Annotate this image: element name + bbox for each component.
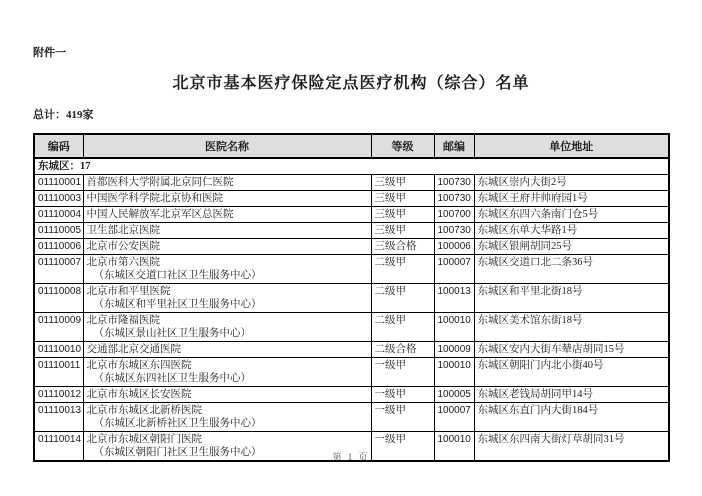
page-title: 北京市基本医疗保险定点医疗机构（综合）名单: [172, 75, 530, 92]
col-header-code: 编码: [34, 134, 83, 158]
cell-grade: 一级甲: [371, 358, 434, 387]
cell-grade: 三级甲: [371, 191, 434, 207]
table-row: [34, 284, 669, 313]
cell-address: 东城区东四南大街灯草胡同31号: [474, 432, 669, 462]
cell-code: 01110007: [34, 255, 83, 284]
hospital-name-text: 北京市东城区长安医院: [86, 389, 192, 400]
table-row: [34, 403, 669, 432]
cell-postcode: 100013: [434, 284, 474, 313]
region-row: [34, 158, 669, 175]
cell-postcode: 100010: [434, 313, 474, 342]
cell-code: 01110003: [34, 191, 83, 207]
cell-grade: 三级甲: [371, 175, 434, 191]
cell-postcode: 100730: [434, 223, 474, 239]
table-row: [34, 255, 669, 284]
col-header-address: 单位地址: [474, 134, 669, 158]
cell-hospital-name: [83, 239, 371, 255]
table-row: [34, 175, 669, 191]
cell-code: 01110013: [34, 403, 83, 432]
cell-code: 01110004: [34, 207, 83, 223]
cell-hospital-name: [83, 207, 371, 223]
hospital-name-text: 北京市第六医院: [86, 257, 160, 268]
cell-postcode: 100730: [434, 175, 474, 191]
region-label: 东城区：17: [34, 158, 669, 175]
cell-address: 东城区王府井帅府园1号: [474, 191, 669, 207]
cell-code: 01110005: [34, 223, 83, 239]
cell-hospital-name: [83, 358, 371, 387]
cell-code: 01110010: [34, 342, 83, 358]
cell-grade: 三级甲: [371, 223, 434, 239]
cell-hospital-name: [83, 191, 371, 207]
hospital-name-text: 中国医学科学院北京协和医院: [86, 193, 223, 204]
cell-code: 01110012: [34, 387, 83, 403]
hospital-name-text: 北京市和平里医院: [86, 286, 171, 297]
hospital-name-text: 北京市公安医院: [86, 241, 160, 252]
hospital-subname-text: （东城区北新桥社区卫生服务中心）: [93, 418, 262, 429]
cell-hospital-name: [83, 403, 371, 432]
cell-address: 东城区交道口北二条36号: [474, 255, 669, 284]
cell-grade: 一级甲: [371, 403, 434, 432]
hospital-name-text: 交通部北京交通医院: [86, 344, 181, 355]
cell-address: 东城区安内大街车辇店胡同15号: [474, 342, 669, 358]
hospital-name-text: 北京市东城区东四医院: [86, 360, 192, 371]
table-header-row: [34, 134, 669, 158]
cell-code: 01110008: [34, 284, 83, 313]
cell-postcode: 100010: [434, 432, 474, 462]
cell-grade: 二级甲: [371, 255, 434, 284]
table-row: [34, 387, 669, 403]
cell-address: 东城区和平里北街18号: [474, 284, 669, 313]
cell-code: 01110001: [34, 175, 83, 191]
hospital-name-text: 卫生部北京医院: [86, 225, 160, 236]
hospital-subname-text: （东城区交道口社区卫生服务中心）: [93, 270, 262, 281]
cell-postcode: 100730: [434, 191, 474, 207]
cell-address: 东城区东四六条南门仓5号: [474, 207, 669, 223]
table-row: [34, 342, 669, 358]
hospital-subname-text: （东城区景山社区卫生服务中心）: [93, 328, 251, 339]
cell-hospital-name: [83, 255, 371, 284]
cell-address: 东城区美术馆东街18号: [474, 313, 669, 342]
cell-hospital-name: [83, 175, 371, 191]
hospital-name-text: 首都医科大学附属北京同仁医院: [86, 177, 234, 188]
cell-address: 东城区东直门内大街184号: [474, 403, 669, 432]
hospital-name-text: 北京市东城区北新桥医院: [86, 405, 202, 416]
cell-grade: 二级甲: [371, 313, 434, 342]
attachment-label: 附件一: [33, 47, 66, 59]
cell-code: 01110014: [34, 432, 83, 462]
table-row: [34, 358, 669, 387]
cell-postcode: 100010: [434, 358, 474, 387]
cell-grade: 二级甲: [371, 284, 434, 313]
table-row: [34, 191, 669, 207]
cell-code: 01110009: [34, 313, 83, 342]
cell-code: 01110006: [34, 239, 83, 255]
hospital-name-text: 北京市隆福医院: [86, 315, 160, 326]
cell-postcode: 100006: [434, 239, 474, 255]
cell-address: 东城区银闸胡同25号: [474, 239, 669, 255]
col-header-postcode: 邮编: [434, 134, 474, 158]
page-number: 第 1 页: [332, 452, 370, 462]
cell-postcode: 100700: [434, 207, 474, 223]
cell-grade: 一级甲: [371, 432, 434, 462]
cell-hospital-name: [83, 342, 371, 358]
cell-postcode: 100009: [434, 342, 474, 358]
hospital-name-text: 中国人民解放军北京军区总医院: [86, 209, 234, 220]
cell-postcode: 100007: [434, 255, 474, 284]
hospital-subname-text: （东城区朝阳门社区卫生服务中心）: [93, 447, 262, 458]
table-row: [34, 313, 669, 342]
col-header-grade: 等级: [371, 134, 434, 158]
cell-grade: 三级合格: [371, 239, 434, 255]
hospital-subname-text: （东城区和平里社区卫生服务中心）: [93, 299, 262, 310]
hospital-table: [33, 133, 670, 462]
cell-hospital-name: [83, 284, 371, 313]
col-header-hospital-name: 医院名称: [83, 134, 371, 158]
cell-code: 01110011: [34, 358, 83, 387]
cell-hospital-name: [83, 223, 371, 239]
cell-address: 东城区老钱局胡同甲14号: [474, 387, 669, 403]
cell-address: 东城区朝阳门内北小街40号: [474, 358, 669, 387]
hospital-subname-text: （东城区东四社区卫生服务中心）: [93, 373, 251, 384]
table-row: [34, 207, 669, 223]
cell-grade: 三级甲: [371, 207, 434, 223]
cell-postcode: 100007: [434, 403, 474, 432]
cell-grade: 二级合格: [371, 342, 434, 358]
cell-address: 东城区崇内大街2号: [474, 175, 669, 191]
cell-postcode: 100005: [434, 387, 474, 403]
table-row: [34, 239, 669, 255]
hospital-name-text: 北京市东城区朝阳门医院: [86, 434, 202, 445]
table-row: [34, 223, 669, 239]
cell-address: 东城区东单大华路1号: [474, 223, 669, 239]
total-count-label: 总计：419家: [33, 109, 94, 121]
cell-hospital-name: [83, 313, 371, 342]
cell-hospital-name: [83, 387, 371, 403]
cell-grade: 一级甲: [371, 387, 434, 403]
